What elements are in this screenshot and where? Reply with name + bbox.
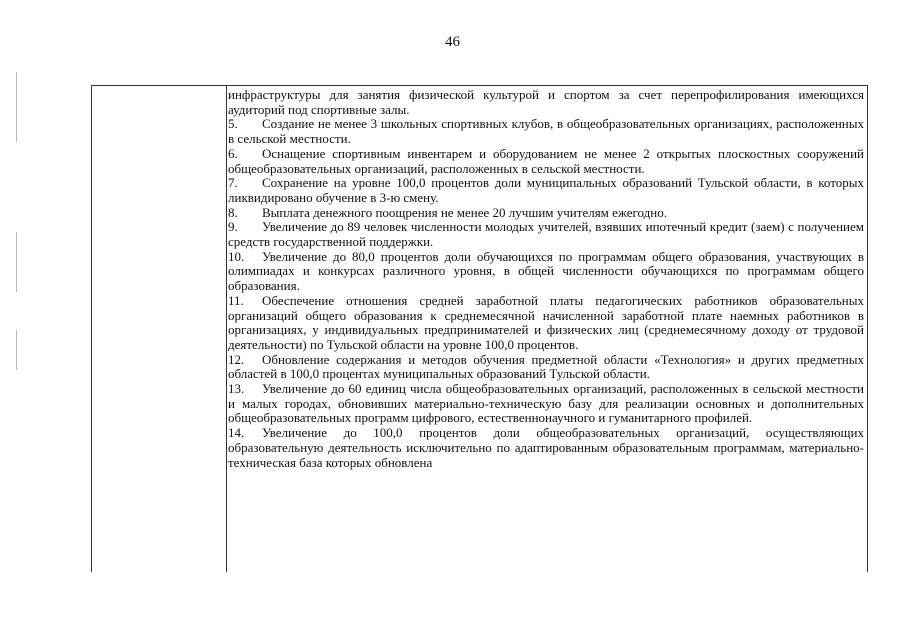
item-number: 8.: [228, 204, 238, 220]
item-number: 5.: [228, 116, 238, 132]
list-item: [228, 382, 864, 426]
item-number: 9.: [228, 219, 238, 235]
list-item: [228, 206, 864, 221]
scan-margin-mark: [16, 72, 17, 142]
intro-paragraph: инфраструктуры для занятия физической культурой и спортом за счет перепрофилирования имеющихся аудиторий под спортивные залы.: [228, 87, 864, 117]
list-item: [228, 353, 864, 382]
list-item: [228, 147, 864, 176]
list-item: [228, 220, 864, 249]
item-text: Увеличение до 89 человек численности молодых учителей, взявших ипотечный кредит (заем) с получением средств государственной поддержки.: [228, 219, 864, 250]
list-item: [228, 426, 864, 470]
item-number: 12.: [228, 351, 245, 367]
item-number: 14.: [228, 425, 245, 441]
item-text: Увеличение до 60 единиц числа общеобразовательных организаций, расположенных в сельской местности и малых городах, обновивших материально-техническую базу для реализации основных и дополнительных общеобразовательных программ цифрового, естественнонаучного и гуманитарного профилей.: [228, 381, 864, 426]
item-text: Увеличение до 80,0 процентов доли обучающихся по программам общего образования, участвующих в олимпиадах и конкурсах различного уровня, в общей численности обучающихся по программам общего образования.: [228, 248, 864, 294]
table-left-column: [92, 86, 227, 572]
item-text: Оснащение спортивным инвентарем и оборудованием не менее 2 открытых плоскостных сооружений общеобразовательных организаций, расположенных в сельской местности.: [228, 145, 864, 176]
list-item: [228, 117, 864, 146]
scan-margin-mark: [16, 330, 17, 370]
list-item: [228, 176, 864, 205]
item-text: Выплата денежного поощрения не менее 20 лучшим учителям ежегодно.: [262, 204, 667, 220]
page-number: 46: [445, 34, 460, 50]
scan-margin-mark: [16, 232, 17, 292]
item-text: Увеличение до 100,0 процентов доли общеобразовательных организаций, осуществляющих образовательную деятельность исключительно по адаптированным образовательным программам, материально-техническая база которых обновлена: [228, 425, 864, 470]
item-number: 6.: [228, 145, 238, 161]
item-text: Создание не менее 3 школьных спортивных клубов, в общеобразовательных организациях, расположенных в сельской местности.: [228, 116, 864, 147]
item-number: 13.: [228, 381, 245, 397]
item-text: Обновление содержания и методов обучения предметной области «Технология» и других предметных областей в 100,0 процентах муниципальных образований Тульской области.: [228, 351, 864, 382]
item-number: 11.: [228, 292, 244, 308]
item-text: Сохранение на уровне 100,0 процентов доли муниципальных образований Тульской области, в которых ликвидировано обучение в 3-ю смену.: [228, 175, 864, 205]
item-number: 7.: [228, 175, 238, 191]
list-item: [228, 294, 864, 353]
table-right-column: [228, 88, 864, 470]
list-item: [228, 250, 864, 294]
item-text: Обеспечение отношения средней заработной платы педагогических работников образовательных организаций общего образования к среднемесячной начисленной заработной плате наемных работников в организациях, у индивидуальных предпринимателей и физических лиц (среднемесячному доходу от трудовой деятельности) по Тульской области на уровне 100,0 процентов.: [228, 292, 864, 352]
item-number: 10.: [228, 248, 245, 264]
table: [91, 85, 868, 572]
